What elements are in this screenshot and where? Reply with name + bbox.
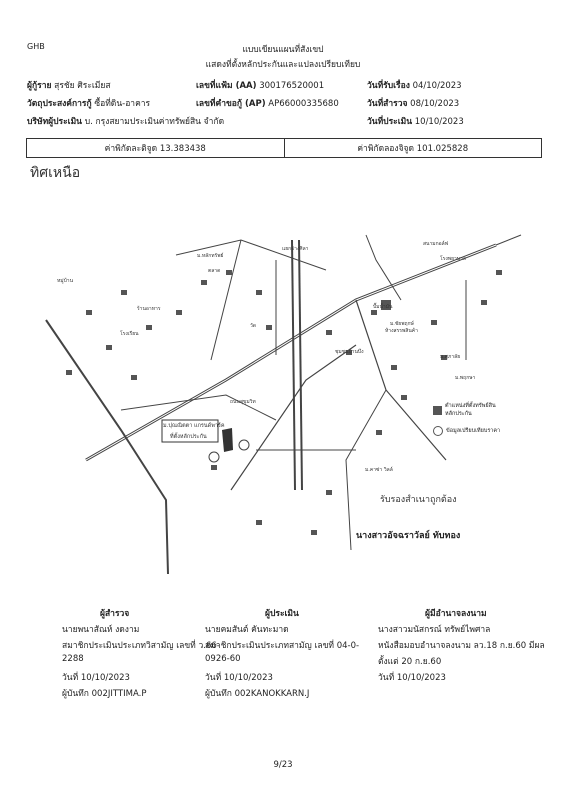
appraiser-name: นายคมสันต์ คันทะมาด [205,625,289,635]
received-row [367,78,462,92]
signer-auth: หนังสือมอบอำนาจลงนาม ลว.18 ก.ย.60 มีผล [378,641,545,651]
building-icon [176,310,182,315]
road-10 [496,235,521,245]
surveyor-member: สมาชิกประเมินประเภทวิสามัญ เลขที่ ว.66- [62,641,220,651]
property-label-1: ม.ปุณณิตตา แกรนด์พาร์ค [163,423,225,429]
borrower-row [27,78,111,92]
place-name: ถนนสุขุมวิท [230,399,256,405]
surveyor-title: ผู้สำรวจ [100,609,130,619]
signer-title: ผู้มีอำนาจลงนาม [425,609,487,619]
certify-name: นางสาวอัจฉราวัลย์ ทับทอง [356,531,461,541]
purpose-row [27,96,150,110]
building-icon [256,520,262,525]
file-no-value: 300176520001 [259,81,325,91]
purpose-value: ซื้อที่ดิน-อาคาร [94,99,151,109]
building-icon [311,530,317,535]
building-icon [326,330,332,335]
appraiser-member: สมาชิกประเมินประเภทสามัญ เลขที่ 04-0- [205,641,360,651]
place-name: ม.ชัยพฤกษ์ [390,321,414,327]
legend-square-icon [433,406,442,415]
building-icon [226,270,232,275]
borrower-label: ผู้กู้ราย [27,81,52,91]
place-name: สนามกอล์ฟ [423,241,449,247]
building-icon [376,430,382,435]
company-label: บริษัทผู้ประเมิน [27,117,82,127]
survey-row [367,96,459,110]
place-name: ม.หลักทรัพย์ [197,253,224,259]
property-label-2: ที่ตั้งหลักประกัน [170,434,207,440]
place-name: ปั๊มน้ำมัน [373,304,393,310]
signer-name: นางสาวมนัสกรณ์ ทรัพย์ไพศาล [378,625,491,635]
building-icon [326,490,332,495]
latitude: ค่าพิกัดละติจูด 13.383438 [27,139,285,157]
building-icon [391,365,397,370]
page-number: 9/23 [273,760,293,770]
building-icon [201,280,207,285]
compare-marker [239,440,249,450]
building-icon [146,325,152,330]
ap-no-label: เลขที่คำขอกู้ (AP) [196,99,266,109]
place-name: ชุมชนบ้านบึง [335,349,364,355]
ap-no-value: AP66000335680 [268,99,339,109]
building-icon [266,325,272,330]
legend-circle-icon [433,426,443,436]
document-title: แบบเขียนแผนที่สังเขป [242,45,324,55]
legend-compare-label: ข้อมูลเปรียบเทียบราคา [446,428,501,434]
building-icon [66,370,72,375]
surveyor-date: วันที่ 10/10/2023 [62,673,130,683]
signer-auth2: ตั้งแต่ 20 ก.ย.60 [378,657,442,667]
building-icon [481,300,487,305]
place-name: ตลาด [208,268,221,274]
received-value: 04/10/2023 [412,81,462,91]
borrower-value: สุรชัย ศิระเมียส [54,81,111,91]
legend-row-compare [433,426,505,436]
place-name: หมู่บ้าน [57,278,73,284]
compare-marker [209,452,219,462]
appraise-label: วันที่ประเมิน [367,117,413,127]
building-icon [401,395,407,400]
longitude: ค่าพิกัดลองจิจูด 101.025828 [357,144,469,154]
certify-handwriting: รับรองสำเนาถูกต้อง [380,495,457,505]
appraiser-date: วันที่ 10/10/2023 [205,673,273,683]
legend-property-label: ตำแหน่งที่ตั้งทรัพย์สินหลักประกัน [445,403,496,417]
company-value: บ. กรุงสยามประเมินค่าทรัพย์สิน จำกัด [84,117,225,127]
place-name: วัด [250,323,257,329]
handwritten-north: ทิศเหนือ [30,165,81,181]
surveyor-name: นายพนาสัณห์ งดงาม [62,625,140,635]
building-icon [431,320,437,325]
building-icon [131,375,137,380]
place-name: ม.พฤกษา [455,375,476,381]
signer-date: วันที่ 10/10/2023 [378,673,446,683]
appraiser-recorder: ผู้บันทึก 002KANOKKARN.J [205,689,310,699]
bank-logo-text: GHB [27,42,45,51]
document-subtitle: แสดงที่ตั้งหลักประกันและแปลงเปรียบเทียบ [205,60,361,70]
place-name: ม.ศุภาลัย [440,354,461,360]
appraiser-member2: 0926-60 [205,654,241,664]
subject-property-marker [222,428,233,452]
survey-label: วันที่สำรวจ [367,99,408,109]
place-name: แยกอ่างศิลา [282,246,309,252]
map-legend [433,402,505,444]
vertical-road-a [292,240,295,490]
building-icon [496,270,502,275]
appraiser-title: ผู้ประเมิน [265,609,299,619]
legend-row-property [433,402,505,418]
building-icon [106,345,112,350]
surveyor-member2: 2288 [62,654,84,664]
place-name: โรงเรียน [120,331,139,337]
purpose-label: วัตถุประสงค์การกู้ [27,99,92,109]
appraise-value: 10/10/2023 [414,117,464,127]
place-name: ห้างสรรพสินค้า [385,328,418,334]
vertical-road-b [299,240,302,490]
appraise-row [367,114,464,128]
company-row [27,114,224,128]
place-name: ม.คาซ่า วิลล์ [365,467,393,473]
ap-no-row [196,96,339,110]
building-icon [86,310,92,315]
received-label: วันที่รับเรื่อง [367,81,410,91]
building-icon [256,290,262,295]
building-icon [121,290,127,295]
location-map [26,160,540,574]
place-name: ร้านอาหาร [137,306,161,312]
coordinates-box [26,138,542,158]
place-name: โรงพยาบาล [440,256,466,262]
surveyor-recorder: ผู้บันทึก 002JITTIMA.P [62,689,147,699]
file-no-row [196,78,324,92]
survey-value: 08/10/2023 [410,99,460,109]
file-no-label: เลขที่แฟ้ม (AA) [196,81,257,91]
building-icon [211,465,217,470]
